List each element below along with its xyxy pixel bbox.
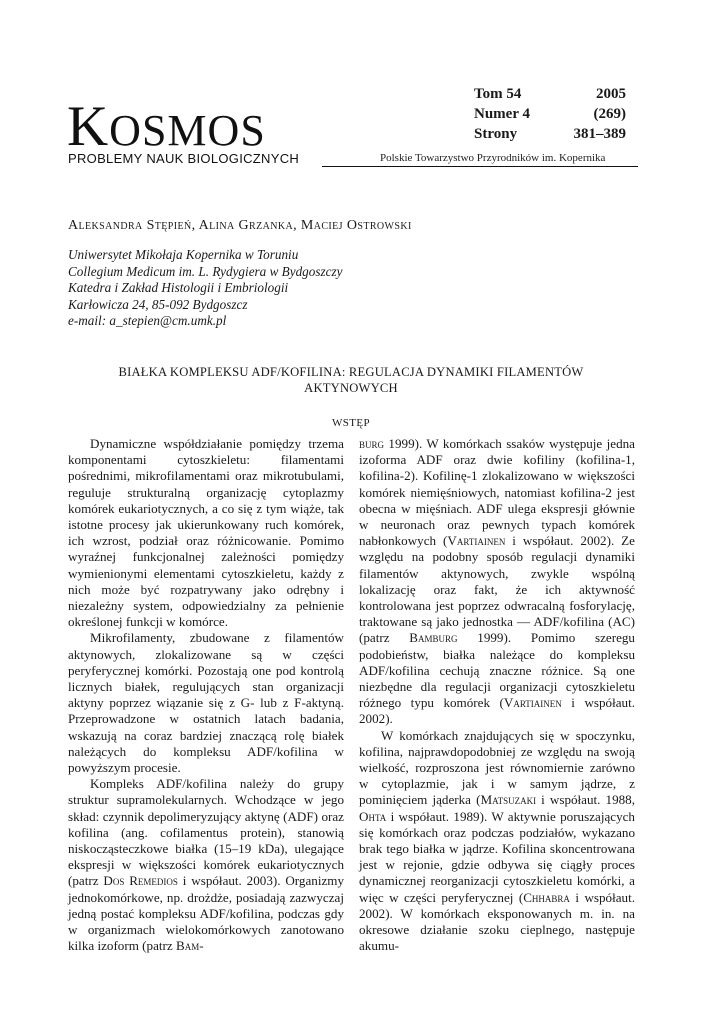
paragraph-text: i współaut. 2003). Organizmy jednokomórkowe, np. drożdże, posiadają zazwyczaj jedną postać kompleksu ADF/kofilina, podczas gdy w organizmach wielokomórkowych zanotowano kilka izoform (patrz <box>68 873 345 954</box>
paragraph <box>359 728 635 955</box>
year-value: 2005 <box>596 86 626 102</box>
logo-initial: K <box>67 95 110 158</box>
citation-author: Matsuzaki <box>480 792 537 808</box>
paragraph-text: 1999). W komórkach ssaków występuje jedna izoforma ADF oraz dwie kofiliny (kofilina-1, kofilina-2). Kofilinę-1 zlokalizowano w większości komórek niemięśniowych, natomiast kofilina-2 jest obecna w mięśniach. ADF ulega ekspresji głównie w neuronach oraz pewnych typach komórek nabłonkowych ( <box>359 436 635 549</box>
masthead-rule <box>322 166 638 167</box>
paragraph-text: i współaut. 2002). <box>359 695 635 727</box>
tom-label: Tom 54 <box>474 86 522 102</box>
citation-author: burg <box>359 436 385 451</box>
affiliation-department: Katedra i Zakład Histologii i Embriologii <box>68 280 289 296</box>
affiliation-address: Karłowicza 24, 85-092 Bydgoszcz <box>68 296 248 312</box>
paragraph: Dynamiczne współdziałanie pomiędzy trzema komponentami cytoszkieletu: filamentami pośrednimi, mikrofilamentami oraz mikrotubulami, reguluje strukturalną organizację cytoplazmy komórek eukariotycznych, a co się z tym wiąże, tak istotne procesy jak ukierunkowany ruch komórek, ich wzrost, podział oraz różnicowanie. Pomimo wyraźnej funkcjonalnej zależności pomiędzy wymienionymi elementami cytoszkieletu, każdy z nich może być rozpatrywany jako odrębny i niezależny system, odpowiedzialny za pełnienie określonej funkcji w komórce. <box>68 436 344 630</box>
citation-author: Chhabra <box>523 889 570 905</box>
paragraph-text: Kompleks ADF/kofilina należy do grupy struktur supramolekularnych. Wchodzące w jego skład: czynnik depolimeryzujący aktynę (ADF) oraz kofilina (ang. cofilamentus protein), stanowią niskocząsteczkowe białka (15–19 kDa), ulegające ekspresji w większości komórek eukariotycznych (patrz <box>68 776 344 889</box>
citation-author: Ohta <box>359 808 387 824</box>
citation-author: Bamburg <box>409 630 458 646</box>
logo-rest: OSMOS <box>109 106 266 155</box>
strony-row <box>474 124 626 144</box>
paragraph <box>359 436 635 728</box>
paragraph: Mikrofilamenty, zbudowane z filamentów aktynowych, zlokalizowane są w części peryferycznej komórki. Pozostają one pod kontrolą licznych białek, regulujących stan organizacji aktyny poprzez wiązanie się z G- lub z F-aktyną. Przeprowadzone w ostatnich latach badania, wskazują na coraz bardziej znaczącą rolę białek należących do kompleksu ADF/kofilina w powyższym procesie. <box>68 630 344 776</box>
body-column-left <box>68 436 344 955</box>
title-line-2: AKTYNOWYCH <box>304 381 398 395</box>
pages-value: 381–389 <box>573 126 626 142</box>
paragraph-text: W komórkach znajdujących się w spoczynku, kofilina, najprawdopodobniej ze względu na swoją wielkość, rozproszona jest równomiernie zarówno w cytoplazmie, jak i w samym jądrze, z pominięciem jąderka ( <box>359 727 635 808</box>
paragraph-text: i współaut. 1988, <box>541 792 636 808</box>
citation-author: Bam- <box>176 938 204 954</box>
numer-total: (269) <box>593 106 626 122</box>
tom-row <box>474 84 626 104</box>
numer-row <box>474 104 626 124</box>
paragraph-text: 1999). Pomimo szeregu podobieństw, białka należące do kompleksu ADF/kofilina cechują znaczne różnice. Są one niezbędne dla regulacji organizacji cytoszkieletu różnego typu komórek ( <box>359 630 635 711</box>
citation-author: Vartiainen <box>447 533 506 549</box>
article-title <box>68 364 634 396</box>
body-column-right <box>359 436 635 955</box>
issue-meta <box>474 84 626 144</box>
strony-label: Strony <box>474 126 518 142</box>
section-heading: WSTĘP <box>331 417 371 429</box>
citation-author: Dos Remedios <box>103 873 178 889</box>
author-list: Aleksandra Stępień, Alina Grzanka, Maciej Ostrowski <box>68 218 412 233</box>
numer-label: Numer 4 <box>474 106 530 122</box>
paragraph-text: i współaut. 2002). W komórkach eksponowanych m. in. na okresowe działanie szoku cieplnego, następuje akumu- <box>359 889 635 954</box>
affiliation-email: e-mail: a_stepien@cm.umk.pl <box>68 313 227 329</box>
citation-author: Vartiainen <box>503 695 562 711</box>
journal-subtitle: PROBLEMY NAUK BIOLOGICZNYCH <box>68 151 300 166</box>
affiliation-block <box>68 247 342 330</box>
affiliation-college: Collegium Medicum im. L. Rydygiera w Bydgoszczy <box>68 263 343 279</box>
paragraph <box>68 776 344 954</box>
journal-logo <box>67 95 266 159</box>
paragraph-text: i współaut. 1989). W aktywnie poruszających się komórkach oraz podczas podziałów, wykazano brak tego białka w jądrze. Kofilina skoncentrowana jest w rejonie, gdzie odbywa się ciągły proces dynamicznej reorganizacji cytoszkieletu komórki, a więc w części peryferycznej ( <box>359 808 635 905</box>
affiliation-university: Uniwersytet Mikołaja Kopernika w Toruniu <box>68 247 299 262</box>
paragraph-text: i współaut. 2002). Ze względu na podobny sposób regulacji dynamiki filamentów aktynowych, zwykle wspólną lokalizację oraz fakt, że ich aktywność kontrolowana jest poprzez odwracalną fosforylację, traktowane są jako jednostka — ADF/kofilina (AC) (patrz <box>359 533 635 646</box>
title-line-1: BIAŁKA KOMPLEKSU ADF/KOFILINA: REGULACJA DYNAMIKI FILAMENTÓW <box>118 365 584 379</box>
publisher-society: Polskie Towarzystwo Przyrodników im. Kopernika <box>380 152 606 164</box>
